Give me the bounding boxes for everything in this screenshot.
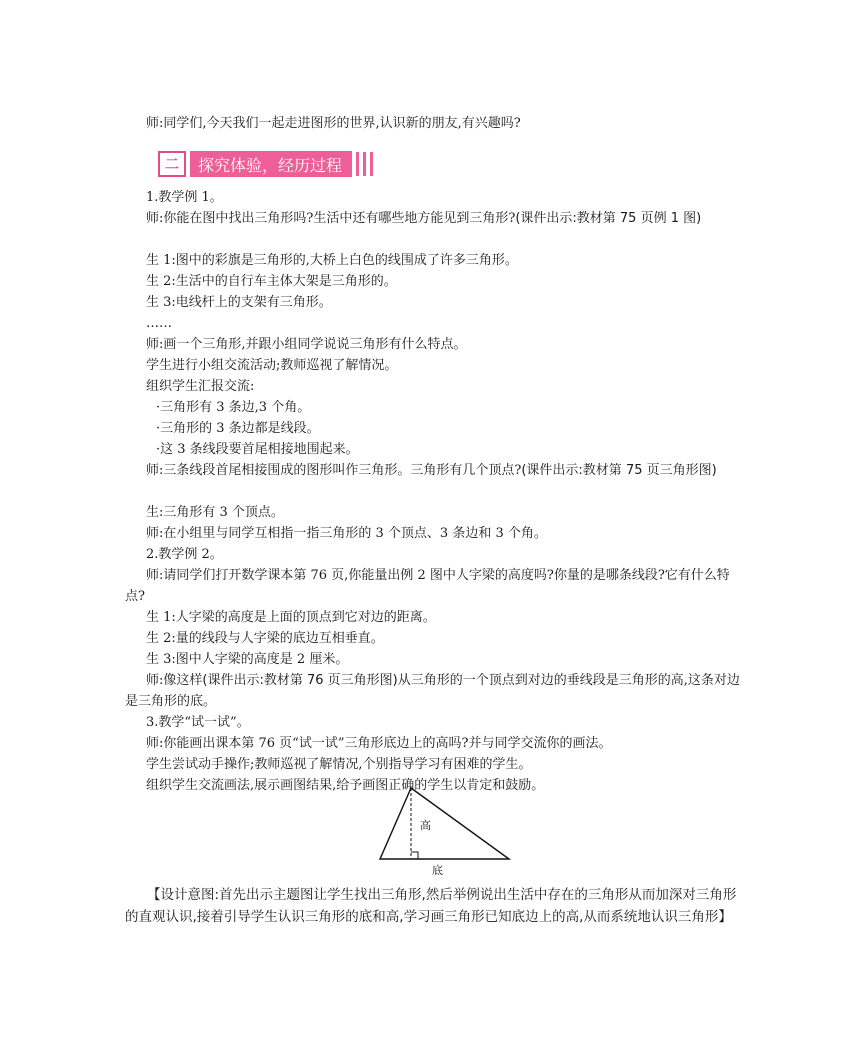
bullet-item: ·这 3 条线段要首尾相接地围起来。 bbox=[156, 442, 359, 457]
triangle-height-figure bbox=[370, 782, 520, 882]
heading-example-1: 1.教学例 1。 bbox=[146, 190, 223, 205]
height-label: 高 bbox=[420, 819, 431, 832]
paragraph: 师:你能在图中找出三角形吗?生活中还有哪些地方能见到三角形?(课件出示:教材第 75 页例 1 图) bbox=[146, 211, 702, 226]
paragraph: 组织学生交流画法,展示画图结果,给予画图正确的学生以肯定和鼓励。 bbox=[146, 778, 545, 793]
paragraph: 生 3:电线杆上的支架有三角形。 bbox=[146, 295, 332, 310]
paragraph: 师:像这样(课件出示:教材第 76 页三角形图)从三角形的一个顶点到对边的垂线段是三角形的高,这条对边是三角形的底。 bbox=[125, 673, 740, 709]
paragraph: 师:在小组里与同学互相指一指三角形的 3 个顶点、3 条边和 3 个角。 bbox=[146, 526, 547, 541]
right-angle-mark bbox=[411, 852, 418, 859]
paragraph: 师:请同学们打开数学课本第 76 页,你能量出例 2 图中人字梁的高度吗?你量的是哪条线段?它有什么特点? bbox=[125, 568, 730, 604]
paragraph: 师:三条线段首尾相接围成的图形叫作三角形。三角形有几个顶点?(课件出示:教材第 75 页三角形图) bbox=[146, 463, 717, 478]
paragraph: 生 3:图中人字梁的高度是 2 厘米。 bbox=[146, 652, 349, 667]
paragraph: …… bbox=[146, 316, 172, 331]
section-banner bbox=[158, 151, 373, 177]
triangle-shape bbox=[380, 788, 509, 859]
paragraph: 生 2:生活中的自行车主体大架是三角形的。 bbox=[146, 274, 397, 289]
intro-paragraph: 师:同学们,今天我们一起走进图形的世界,认识新的朋友,有兴趣吗? bbox=[146, 116, 521, 131]
banner-stripe bbox=[356, 152, 359, 176]
bullet-item: ·三角形有 3 条边,3 个角。 bbox=[156, 400, 311, 415]
paragraph: 生 1:人字梁的高度是上面的顶点到它对边的距离。 bbox=[146, 610, 436, 625]
banner-stripe bbox=[370, 152, 373, 176]
paragraph: 生 2:量的线段与人字梁的底边互相垂直。 bbox=[146, 631, 384, 646]
paragraph: 学生进行小组交流活动;教师巡视了解情况。 bbox=[146, 358, 398, 373]
paragraph: 组织学生汇报交流: bbox=[146, 379, 255, 394]
heading-example-2: 2.教学例 2。 bbox=[146, 547, 223, 562]
banner-stripe bbox=[363, 152, 366, 176]
paragraph: 生:三角形有 3 个顶点。 bbox=[146, 505, 284, 520]
section-title: 探究体验，经历过程 bbox=[190, 151, 352, 177]
paragraph: 生 1:图中的彩旗是三角形的,大桥上白色的线围成了许多三角形。 bbox=[146, 253, 518, 268]
section-number: 二 bbox=[158, 151, 186, 177]
paragraph: 学生尝试动手操作;教师巡视了解情况,个别指导学习有困难的学生。 bbox=[146, 757, 532, 772]
bullet-item: ·三角形的 3 条边都是线段。 bbox=[156, 421, 320, 436]
design-intent-note: 【设计意图:首先出示主题图让学生找出三角形,然后举例说出生活中存在的三角形从而加深对三角形的直观认识,接着引导学生认识三角形的底和高,学习画三角形已知底边上的高,从而系统地认识三角形】 bbox=[125, 887, 737, 925]
paragraph: 师:你能画出课本第 76 页“试一试”三角形底边上的高吗?并与同学交流你的画法。 bbox=[146, 736, 612, 751]
base-label: 底 bbox=[432, 864, 443, 877]
paragraph: 师:画一个三角形,并跟小组同学说说三角形有什么特点。 bbox=[146, 337, 467, 352]
heading-try: 3.教学“试一试”。 bbox=[146, 715, 250, 730]
